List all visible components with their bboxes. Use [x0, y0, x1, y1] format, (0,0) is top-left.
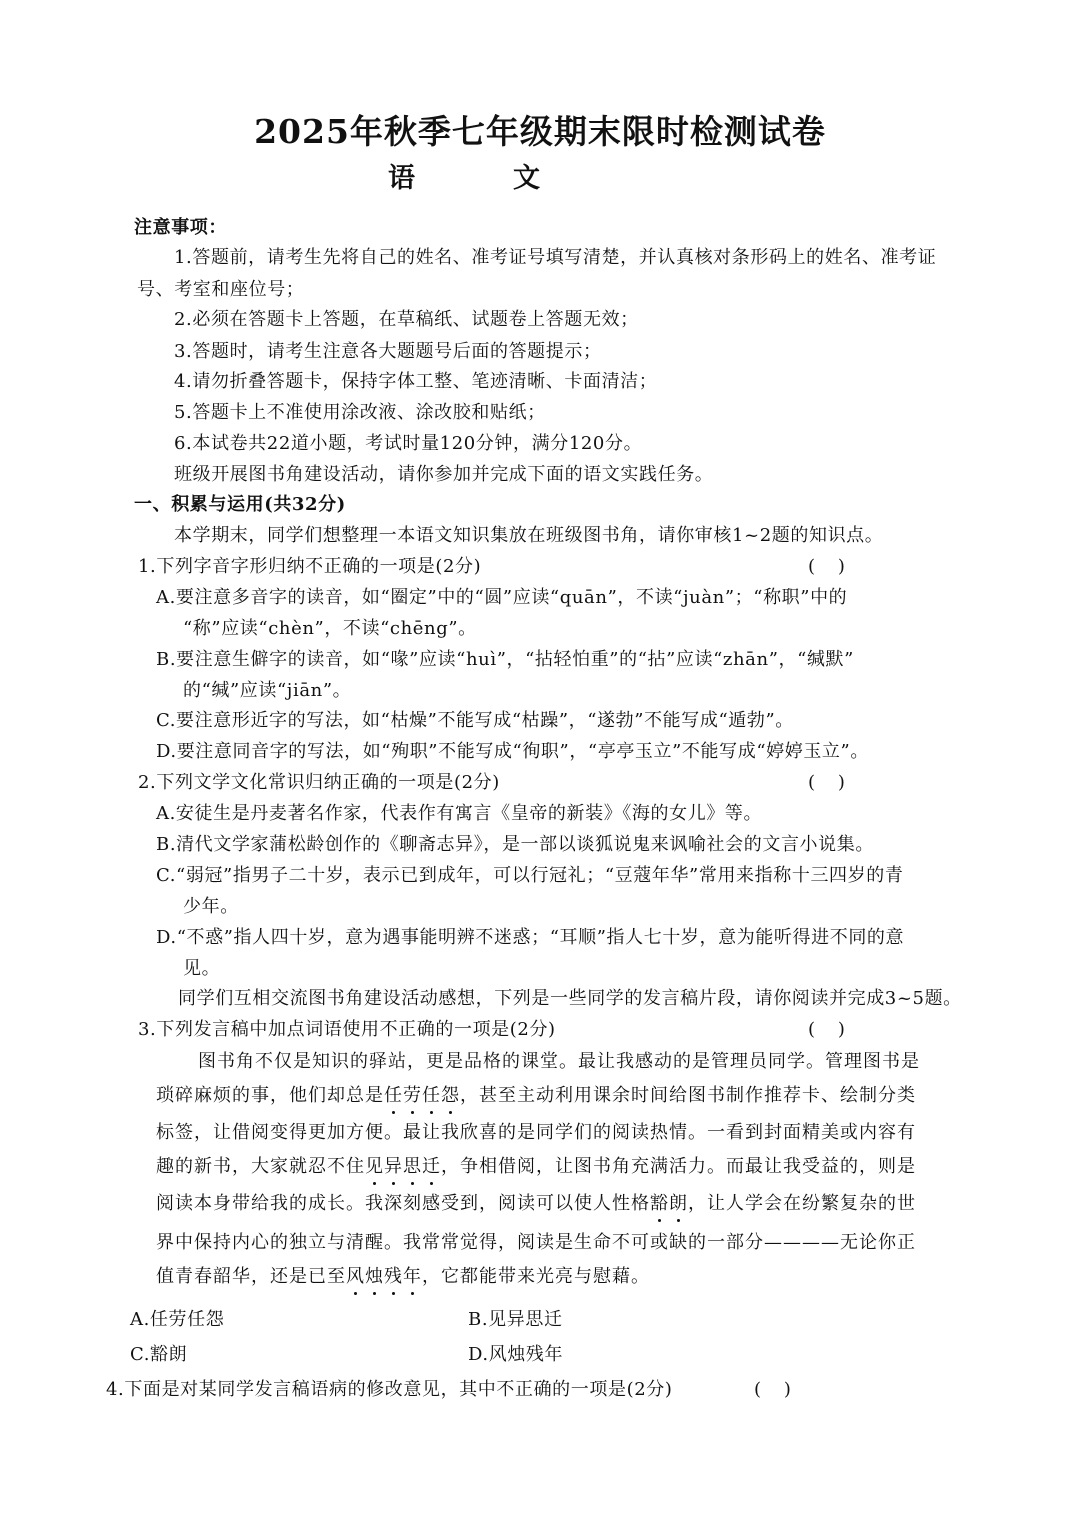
- q2-option-d: D.“不惑”指人四十岁，意为遇事能明辨不迷惑；“耳顺”指人七十岁，意为能听得进不同的意: [156, 927, 905, 948]
- exam-title: 2025年秋季七年级期末限时检测试卷: [254, 112, 826, 151]
- q3-option-b: B.见异思迁: [468, 1309, 563, 1330]
- notice-item-1: 1.答题前，请考生先将自己的姓名、准考证号填写清楚，并认真核对条形码上的姓名、准考证: [174, 247, 937, 268]
- dotted-term-3: [650, 1193, 688, 1214]
- emphasis-dot-char: 迁: [422, 1156, 441, 1177]
- q2-option-b: B.清代文学家蒲松龄创作的《聊斋志异》，是一部以谈狐说鬼来讽喻社会的文言小说集。: [156, 834, 874, 855]
- passage-text: ，甚至主动利用课余时间给图书制作推荐卡、绘制分类: [460, 1085, 916, 1106]
- q3-stem: 3.下列发言稿中加点词语使用不正确的一项是(2分): [138, 1019, 556, 1040]
- notice-item-2: 2.必须在答题卡上答题，在草稿纸、试题卷上答题无效；: [174, 309, 639, 330]
- passage-text: ，争相借阅，让图书角充满活力。而最让我受益的，则是: [441, 1156, 916, 1177]
- passage-text: 值青春韶华，还是已至: [156, 1266, 346, 1287]
- q1-option-d: D.要注意同音字的写法，如“殉职”不能写成“徇职”，“亭亭玉立”不能写成“婷婷玉立”。: [156, 741, 869, 762]
- q1-option-b-cont: 的“缄”应读“jiān”。: [183, 680, 352, 701]
- subject-char-2: 文: [513, 163, 542, 194]
- passage-line-4: [156, 1155, 916, 1179]
- emphasis-dot-char: 风: [346, 1266, 365, 1287]
- intro-q3-q5: 同学们互相交流图书角建设活动感想，下列是一些同学的发言稿片段，请你阅读并完成3~5题。: [178, 988, 962, 1009]
- q1-stem: 1.下列字音字形归纳不正确的一项是(2分): [138, 556, 482, 577]
- q1-option-a: A.要注意多音字的读音，如“圈定”中的“圆”应读“quān”，不读“juàn”；“称职”中的: [156, 587, 848, 608]
- emphasis-dot-char: 豁: [650, 1193, 669, 1214]
- emphasis-dot-char: 任: [422, 1085, 441, 1106]
- dotted-term-4: [346, 1266, 422, 1287]
- passage-line-5: [156, 1192, 916, 1216]
- emphasis-dot-char: 见: [365, 1156, 384, 1177]
- q1-option-a-cont: “称”应读“chèn”，不读“chēng”。: [183, 618, 477, 639]
- notice-item-3: 3.答题时，请考生注意各大题题号后面的答题提示；: [174, 341, 602, 362]
- passage-line-6: 界中保持内心的独立与清醒。我常常觉得，阅读是生命不可或缺的一部分————无论你正: [156, 1232, 916, 1253]
- subject-heading: [388, 156, 638, 195]
- activity-intro: 班级开展图书角建设活动，请你参加并完成下面的语文实践任务。: [174, 464, 714, 485]
- emphasis-dot-char: 任: [384, 1085, 403, 1106]
- q3-option-c: C.豁朗: [130, 1344, 188, 1365]
- passage-text: 琐碎麻烦的事，他们却总是: [156, 1085, 384, 1106]
- q2-option-c: C.“弱冠”指男子二十岁，表示已到成年，可以行冠礼；“豆蔻年华”常用来指称十三四岁的青: [156, 865, 904, 886]
- passage-text: ，它都能带来光亮与慰藉。: [422, 1266, 650, 1287]
- q1-option-c: C.要注意形近字的写法，如“枯燥”不能写成“枯躁”，“遂勃”不能写成“遁勃”。: [156, 710, 794, 731]
- q2-option-a: A.安徒生是丹麦著名作家，代表作有寓言《皇帝的新装》《海的女儿》等。: [156, 803, 763, 824]
- q1-option-b: B.要注意生僻字的读音，如“喙”应读“huì”，“拈轻怕重”的“拈”应读“zhān”，“缄默”: [156, 649, 854, 670]
- notice-item-6: 6.本试卷共22道小题，考试时量120分钟，满分120分。: [174, 433, 643, 454]
- passage-line-3: 标签，让借阅变得更加方便。最让我欣喜的是同学们的阅读热情。一看到封面精美或内容有: [156, 1122, 916, 1143]
- dotted-term-2: [365, 1156, 441, 1177]
- q2-stem: 2.下列文学文化常识归纳正确的一项是(2分): [138, 772, 500, 793]
- q1-answer-paren: ( ): [808, 556, 845, 577]
- emphasis-dot-char: 朗: [669, 1193, 688, 1214]
- subject-char-1: 语: [388, 163, 417, 194]
- passage-text: ，让人学会在纷繁复杂的世: [688, 1193, 916, 1214]
- emphasis-dot-char: 异: [384, 1156, 403, 1177]
- q4-stem: 4.下面是对某同学发言稿语病的修改意见，其中不正确的一项是(2分): [106, 1379, 673, 1400]
- emphasis-dot-char: 烛: [365, 1266, 384, 1287]
- q3-option-d: D.风烛残年: [468, 1344, 564, 1365]
- dotted-term-1: [384, 1085, 460, 1106]
- q3-answer-paren: ( ): [808, 1019, 845, 1040]
- emphasis-dot-char: 残: [384, 1266, 403, 1287]
- emphasis-dot-char: 年: [403, 1266, 422, 1287]
- q2-answer-paren: ( ): [808, 772, 845, 793]
- emphasis-dot-char: 思: [403, 1156, 422, 1177]
- notice-item-1-cont: 号、考室和座位号；: [137, 279, 305, 300]
- passage-line-7: [156, 1265, 650, 1289]
- q3-option-a: A.任劳任怨: [130, 1309, 225, 1330]
- emphasis-dot-char: 劳: [403, 1085, 422, 1106]
- section-1-heading: 一、积累与运用(共32分): [134, 494, 346, 515]
- passage-line-1: 图书角不仅是知识的驿站，更是品格的课堂。最让我感动的是管理员同学。管理图书是: [198, 1051, 920, 1072]
- q2-option-c-cont: 少年。: [183, 896, 239, 917]
- notice-heading: 注意事项：: [134, 217, 227, 238]
- intro-q1-q2: 本学期末，同学们想整理一本语文知识集放在班级图书角，请你审核1~2题的知识点。: [174, 525, 884, 546]
- q2-option-d-cont: 见。: [183, 958, 221, 979]
- notice-item-5: 5.答题卡上不准使用涂改液、涂改胶和贴纸；: [174, 402, 546, 423]
- passage-text: 阅读本身带给我的成长。我深刻感受到，阅读可以使人性格: [156, 1193, 650, 1214]
- emphasis-dot-char: 怨: [441, 1085, 460, 1106]
- q4-answer-paren: ( ): [754, 1379, 791, 1400]
- notice-item-4: 4.请勿折叠答题卡，保持字体工整、笔迹清晰、卡面清洁；: [174, 371, 658, 392]
- passage-text: 趣的新书，大家就忍不住: [156, 1156, 365, 1177]
- passage-line-2: [156, 1084, 916, 1108]
